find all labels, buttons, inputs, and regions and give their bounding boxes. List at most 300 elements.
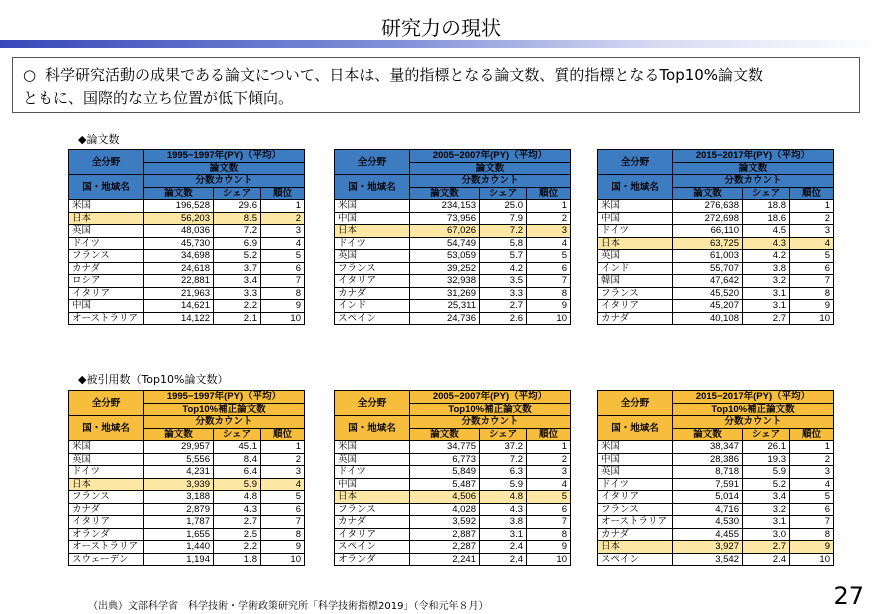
field-label: 全分野 [335,391,410,416]
share-value: 4.2 [743,250,790,263]
table-row [335,491,571,504]
period-label: 2015−2017年(PY)（平均） [673,391,834,404]
rank-value: 6 [527,262,571,275]
country-name: イタリア [69,516,144,529]
period-label: 2005−2007年(PY)（平均） [410,391,571,404]
rank-value: 1 [527,200,571,213]
share-value: 3.4 [214,275,261,288]
table-row [598,541,834,554]
table-row [69,441,305,454]
share-value: 3.1 [743,516,790,529]
rank-value: 1 [790,200,834,213]
table-row [69,528,305,541]
table-row [335,478,571,491]
paper-count: 34,775 [410,441,480,454]
rank-value: 10 [261,553,305,566]
table-row [598,212,834,225]
paper-count: 54,749 [410,237,480,250]
country-name: オーストラリア [69,541,144,554]
paper-count: 3,927 [673,541,743,554]
table-row [69,262,305,275]
bullet-circle: ○ [23,66,37,84]
paper-count: 21,963 [144,287,214,300]
country-name: 日本 [598,237,673,250]
region-column-header: 国・地域名 [69,416,144,441]
rank-value: 10 [527,312,571,325]
table-row [598,466,834,479]
share-value: 2.1 [214,312,261,325]
rank-value: 3 [790,466,834,479]
paper-count: 1,194 [144,553,214,566]
rank-value: 7 [790,275,834,288]
table-row [335,275,571,288]
share-value: 2.2 [214,541,261,554]
paper-count: 272,698 [673,212,743,225]
rank-column-header: 順位 [261,187,305,200]
section-label-paper-count: ◆論文数 [78,133,120,146]
page-title: 研究力の現状 [381,16,501,40]
summary-box [12,57,860,113]
share-value: 2.4 [480,541,527,554]
table-row [598,250,834,263]
share-value: 3.3 [214,287,261,300]
rank-column-header: 順位 [261,428,305,441]
country-name: インド [335,300,410,313]
rank-value: 5 [261,250,305,263]
paper-count: 73,956 [410,212,480,225]
table-row [335,237,571,250]
country-name: ドイツ [69,237,144,250]
share-value: 4.3 [743,237,790,250]
paper-count: 5,014 [673,491,743,504]
table-row [335,453,571,466]
table-row [69,541,305,554]
rank-value: 6 [790,262,834,275]
table-row [598,312,834,325]
rank-value: 1 [790,441,834,454]
country-name: 日本 [69,212,144,225]
country-name: オランダ [69,528,144,541]
table-row [598,287,834,300]
rank-value: 6 [261,262,305,275]
country-name: フランス [69,491,144,504]
country-name: イタリア [598,300,673,313]
country-name: カナダ [335,287,410,300]
country-name: ロシア [69,275,144,288]
rank-value: 5 [261,491,305,504]
paper-count: 1,655 [144,528,214,541]
share-value: 4.5 [743,225,790,238]
rank-value: 5 [527,491,571,504]
paper-count: 45,730 [144,237,214,250]
rank-value: 8 [790,287,834,300]
rank-value: 10 [261,312,305,325]
field-label: 全分野 [69,391,144,416]
table-row [69,275,305,288]
region-column-header: 国・地域名 [598,416,673,441]
share-column-header: シェア [214,187,261,200]
table-row [69,503,305,516]
rank-value: 1 [261,200,305,213]
field-label: 全分野 [598,391,673,416]
metric-label: 論文数 [673,162,834,175]
paper-count: 14,621 [144,300,214,313]
rank-value: 2 [790,453,834,466]
share-value: 18.6 [743,212,790,225]
rank-value: 5 [527,250,571,263]
country-name: 中国 [598,212,673,225]
rank-value: 3 [527,466,571,479]
share-column-header: シェア [743,428,790,441]
share-value: 2.2 [214,300,261,313]
country-name: 米国 [598,200,673,213]
rank-value: 10 [790,553,834,566]
table-row [598,225,834,238]
rank-value: 1 [527,441,571,454]
paper-count: 4,530 [673,516,743,529]
rank-value: 3 [261,466,305,479]
country-name: ドイツ [335,466,410,479]
ranking-table [334,390,571,566]
share-value: 7.2 [214,225,261,238]
share-value: 5.9 [214,478,261,491]
rank-value: 3 [527,225,571,238]
table-row [69,453,305,466]
paper-count: 66,110 [673,225,743,238]
table-row [69,287,305,300]
table-row [69,225,305,238]
table-row [335,212,571,225]
country-name: カナダ [69,262,144,275]
rank-value: 2 [527,212,571,225]
paper-count: 4,506 [410,491,480,504]
paper-count: 63,725 [673,237,743,250]
country-name: ドイツ [69,466,144,479]
share-value: 45.1 [214,441,261,454]
share-value: 2.7 [480,300,527,313]
share-value: 3.4 [743,491,790,504]
paper-count: 234,153 [410,200,480,213]
section-label-citations: ◆被引用数（Top10%論文数） [78,373,229,386]
country-name: 米国 [69,441,144,454]
country-name: 英国 [335,250,410,263]
rank-column-header: 順位 [790,428,834,441]
period-label: 2015−2017年(PY)（平均） [673,150,834,163]
paper-count: 276,638 [673,200,743,213]
country-name: 中国 [335,212,410,225]
share-value: 2.7 [743,541,790,554]
country-name: ドイツ [598,225,673,238]
country-name: 米国 [335,200,410,213]
country-name: フランス [598,287,673,300]
metric-label: Top10%補正論文数 [673,403,834,416]
count-type-label: 分数カウント [673,416,834,429]
share-value: 2.6 [480,312,527,325]
table-row [69,516,305,529]
field-label: 全分野 [598,150,673,175]
share-column-header: シェア [214,428,261,441]
ranking-table [68,390,305,566]
table-row [69,300,305,313]
rank-value: 10 [790,312,834,325]
rank-value: 3 [261,225,305,238]
paper-count: 24,618 [144,262,214,275]
rank-value: 4 [790,237,834,250]
rank-value: 9 [790,300,834,313]
share-column-header: シェア [480,428,527,441]
paper-count: 4,028 [410,503,480,516]
paper-count: 5,556 [144,453,214,466]
count-column-header: 論文数 [410,187,480,200]
paper-count: 34,698 [144,250,214,263]
country-name: 英国 [598,466,673,479]
table-row [598,553,834,566]
country-name: フランス [598,503,673,516]
rank-value: 4 [261,478,305,491]
paper-count: 48,036 [144,225,214,238]
table-row [598,300,834,313]
table-row [598,478,834,491]
paper-count: 47,642 [673,275,743,288]
count-type-label: 分数カウント [144,175,305,188]
field-label: 全分野 [69,150,144,175]
share-value: 19.3 [743,453,790,466]
share-value: 6.3 [480,466,527,479]
share-value: 2.4 [743,553,790,566]
source-citation: （出典）文部科学省 科学技術・学術政策研究所「科学技術指標2019」（令和元年８月） [88,601,489,612]
rank-value: 5 [790,491,834,504]
share-value: 3.8 [480,516,527,529]
share-value: 5.9 [743,466,790,479]
table-row [598,237,834,250]
rank-value: 6 [527,503,571,516]
table-row [335,225,571,238]
count-column-header: 論文数 [673,187,743,200]
rank-column-header: 順位 [527,428,571,441]
period-label: 1995−1997年(PY)（平均） [144,150,305,163]
table-row [69,200,305,213]
share-column-header: シェア [743,187,790,200]
table-row [335,312,571,325]
count-type-label: 分数カウント [673,175,834,188]
title-underline-bar [0,40,882,48]
share-value: 4.8 [214,491,261,504]
paper-count: 28,386 [673,453,743,466]
count-type-label: 分数カウント [410,416,571,429]
share-value: 2.5 [214,528,261,541]
paper-count: 3,592 [410,516,480,529]
paper-count: 5,487 [410,478,480,491]
rank-column-header: 順位 [790,187,834,200]
share-value: 2.7 [214,516,261,529]
share-value: 8.4 [214,453,261,466]
table-row [335,441,571,454]
country-name: 日本 [335,225,410,238]
region-column-header: 国・地域名 [335,416,410,441]
share-value: 3.3 [480,287,527,300]
country-name: 米国 [335,441,410,454]
paper-count: 3,188 [144,491,214,504]
rank-value: 4 [261,237,305,250]
share-value: 6.9 [214,237,261,250]
share-value: 37.2 [480,441,527,454]
paper-count: 53,059 [410,250,480,263]
share-value: 2.4 [480,553,527,566]
metric-label: Top10%補正論文数 [410,403,571,416]
ranking-table [68,149,305,325]
rank-value: 9 [790,541,834,554]
country-name: 米国 [69,200,144,213]
share-value: 25.0 [480,200,527,213]
country-name: 英国 [598,250,673,263]
country-name: スウェーデン [69,553,144,566]
country-name: 英国 [335,453,410,466]
rank-value: 8 [790,528,834,541]
region-column-header: 国・地域名 [69,175,144,200]
country-name: カナダ [335,516,410,529]
share-value: 3.1 [743,287,790,300]
rank-value: 5 [790,250,834,263]
table-row [598,491,834,504]
country-name: オーストラリア [598,516,673,529]
paper-count: 4,231 [144,466,214,479]
country-name: インド [598,262,673,275]
table-row [598,516,834,529]
share-value: 8.5 [214,212,261,225]
paper-count: 5,849 [410,466,480,479]
paper-count: 6,773 [410,453,480,466]
table-row [69,250,305,263]
share-column-header: シェア [480,187,527,200]
count-column-header: 論文数 [144,187,214,200]
paper-count: 45,520 [673,287,743,300]
paper-count: 39,252 [410,262,480,275]
paper-count: 31,269 [410,287,480,300]
table-row [598,200,834,213]
country-name: 韓国 [598,275,673,288]
paper-count: 29,957 [144,441,214,454]
summary-line-2: ともに、国際的な立ち位置が低下傾向。 [23,89,294,107]
paper-count: 24,736 [410,312,480,325]
country-name: 日本 [69,478,144,491]
country-name: 日本 [335,491,410,504]
share-value: 2.7 [743,312,790,325]
share-value: 1.8 [214,553,261,566]
paper-count: 2,879 [144,503,214,516]
metric-label: Top10%補正論文数 [144,403,305,416]
rank-value: 2 [261,212,305,225]
count-type-label: 分数カウント [144,416,305,429]
table-row [69,212,305,225]
count-column-header: 論文数 [144,428,214,441]
country-name: フランス [335,262,410,275]
rank-value: 10 [527,553,571,566]
paper-count: 2,887 [410,528,480,541]
share-value: 3.1 [743,300,790,313]
rank-value: 6 [790,503,834,516]
period-label: 2005−2007年(PY)（平均） [410,150,571,163]
rank-value: 6 [261,503,305,516]
share-value: 26.1 [743,441,790,454]
table-row [335,200,571,213]
paper-count: 45,207 [673,300,743,313]
rank-value: 9 [527,300,571,313]
share-value: 29.6 [214,200,261,213]
paper-count: 14,122 [144,312,214,325]
rank-value: 2 [790,212,834,225]
table-row [335,503,571,516]
rank-value: 4 [527,237,571,250]
share-value: 7.9 [480,212,527,225]
country-name: 英国 [69,453,144,466]
paper-count: 1,440 [144,541,214,554]
rank-value: 7 [527,516,571,529]
ranking-table [597,149,834,325]
country-name: オーストラリア [69,312,144,325]
share-value: 3.2 [743,275,790,288]
share-value: 3.2 [743,503,790,516]
ranking-table [597,390,834,566]
region-column-header: 国・地域名 [598,175,673,200]
page-number: 27 [833,582,864,610]
country-name: カナダ [69,503,144,516]
share-value: 3.0 [743,528,790,541]
share-value: 4.3 [214,503,261,516]
paper-count: 2,241 [410,553,480,566]
share-value: 3.1 [480,528,527,541]
table-row [335,250,571,263]
rank-value: 4 [790,478,834,491]
count-column-header: 論文数 [673,428,743,441]
metric-label: 論文数 [410,162,571,175]
table-row [335,528,571,541]
metric-label: 論文数 [144,162,305,175]
share-value: 18.8 [743,200,790,213]
share-value: 6.4 [214,466,261,479]
country-name: イタリア [69,287,144,300]
share-value: 5.8 [480,237,527,250]
rank-value: 2 [527,453,571,466]
table-row [69,553,305,566]
rank-value: 2 [261,453,305,466]
paper-count: 38,347 [673,441,743,454]
rank-value: 3 [790,225,834,238]
country-name: スペイン [335,312,410,325]
table-row [598,503,834,516]
share-value: 7.2 [480,453,527,466]
table-row [69,478,305,491]
rank-value: 9 [261,300,305,313]
share-value: 5.9 [480,478,527,491]
rank-value: 8 [261,287,305,300]
paper-count: 55,707 [673,262,743,275]
country-name: カナダ [598,528,673,541]
rank-value: 7 [261,516,305,529]
country-name: ドイツ [335,237,410,250]
share-value: 4.2 [480,262,527,275]
table-row [598,262,834,275]
paper-count: 61,003 [673,250,743,263]
country-name: フランス [335,503,410,516]
country-name: イタリア [598,491,673,504]
table-row [598,441,834,454]
paper-count: 22,881 [144,275,214,288]
rank-value: 8 [261,528,305,541]
table-row [335,262,571,275]
paper-count: 32,938 [410,275,480,288]
rank-value: 7 [790,516,834,529]
rank-value: 9 [261,541,305,554]
